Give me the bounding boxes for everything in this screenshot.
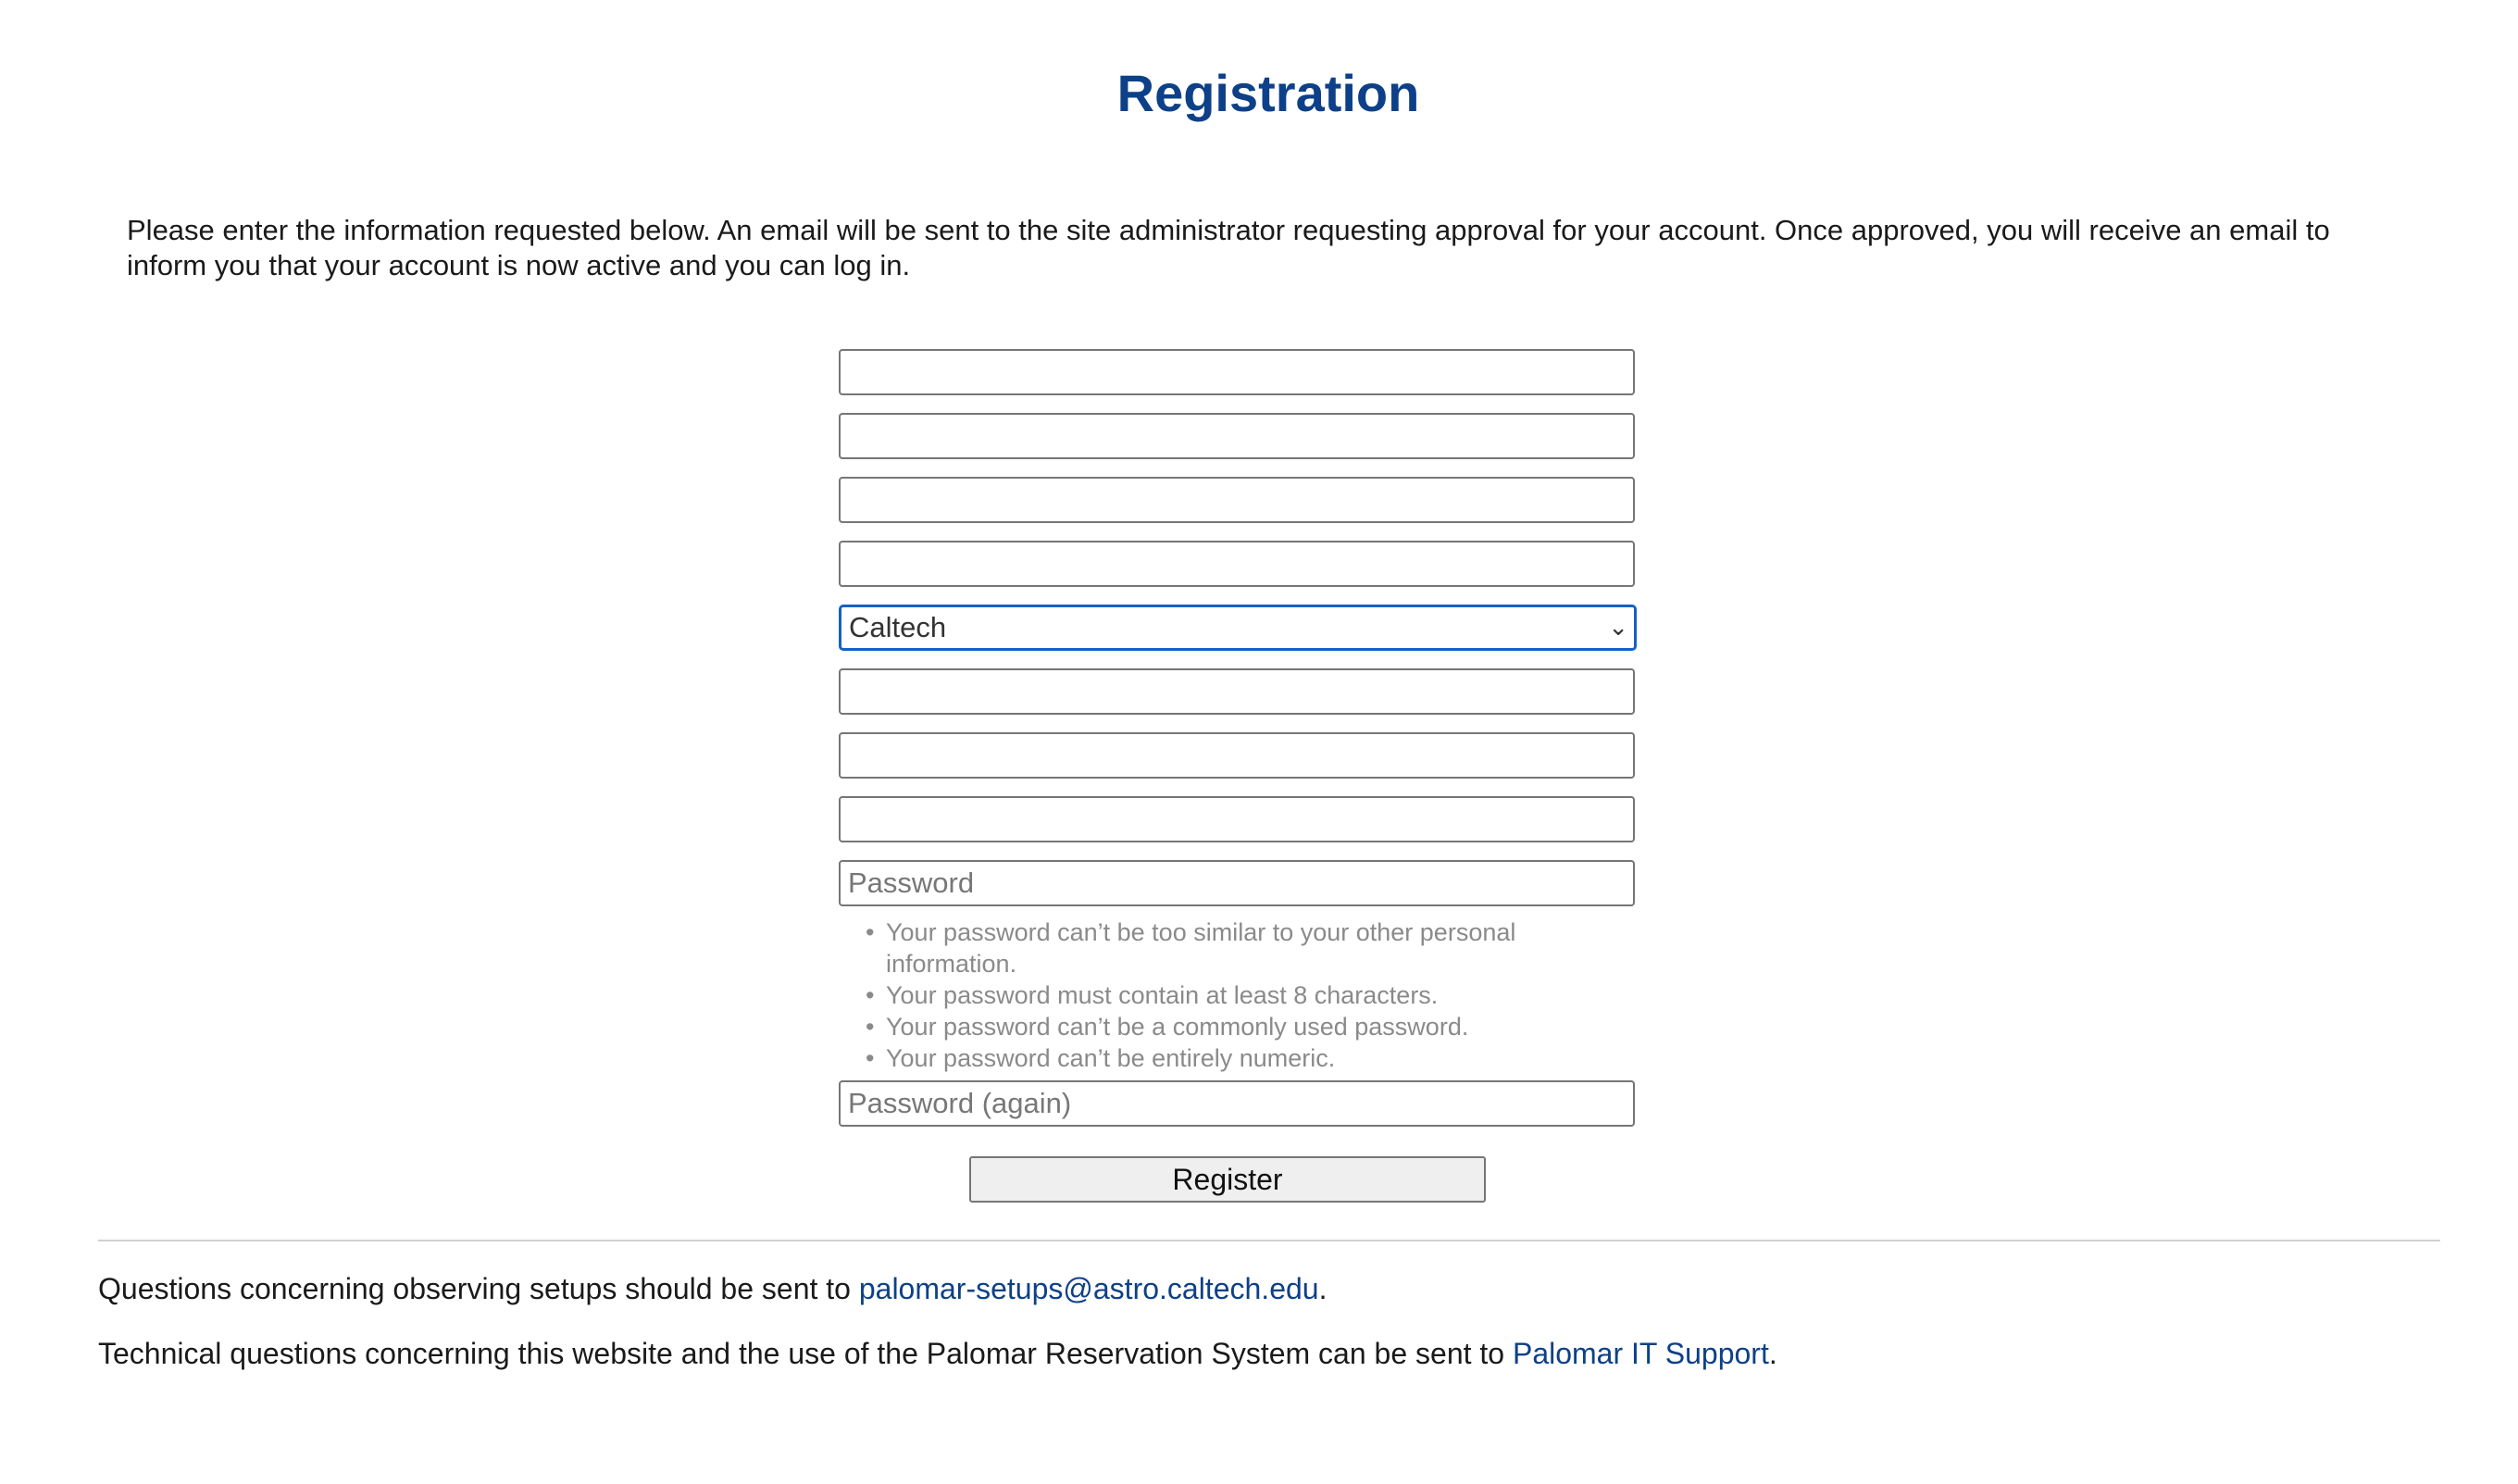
first-name-row	[0, 477, 1629, 523]
email-row	[0, 349, 1629, 395]
first-name-field[interactable]	[839, 477, 1635, 523]
registration-code-row	[0, 796, 1629, 842]
registration-code-field[interactable]	[839, 796, 1635, 842]
setups-contact-text: Questions concerning observing setups should be sent to palomar-setups@astro.caltech.edu.	[98, 1272, 1328, 1305]
page-title: Registration	[1116, 64, 1420, 122]
password-again-field[interactable]	[839, 1080, 1635, 1127]
constituency-selected-value: Caltech	[849, 611, 947, 643]
phone-row	[0, 668, 1629, 715]
tech-contact-text: Technical questions concerning this website and the use of the Palomar Reservation System can be sent to Palomar IT Support.	[98, 1337, 1777, 1370]
password-hint: • Your password can’t be entirely numeric.	[866, 1042, 1588, 1074]
password-row	[0, 860, 1629, 906]
password-again-row	[0, 1080, 1629, 1127]
constituency-select[interactable]	[839, 605, 1637, 651]
password-hint: • Your password can’t be a commonly used password.	[866, 1011, 1588, 1042]
chevron-down-icon: ⌄	[1608, 613, 1628, 641]
register-button[interactable]: Register	[969, 1156, 1486, 1203]
last-name-field[interactable]	[839, 541, 1635, 587]
footer-divider	[98, 1240, 2440, 1241]
constituency-row	[0, 605, 1629, 651]
it-support-link[interactable]: Palomar IT Support	[1512, 1337, 1769, 1370]
phone-field[interactable]	[839, 668, 1635, 715]
password-requirements	[866, 917, 1588, 1074]
password-hint: • Your password must contain at least 8 characters.	[866, 979, 1588, 1011]
last-name-row	[0, 541, 1629, 587]
fax-field[interactable]	[839, 732, 1635, 779]
email-confirm-field[interactable]	[839, 413, 1635, 459]
email-field[interactable]	[839, 349, 1635, 395]
setups-email-link[interactable]: palomar-setups@astro.caltech.edu	[858, 1272, 1319, 1305]
intro-text: Please enter the information requested below. An email will be sent to the site administrator requesting approval for your account. Once approved, you will receive an email to inform you that your account is now active and you can log in.	[127, 214, 2330, 281]
email-confirm-row	[0, 413, 1629, 459]
fax-row	[0, 732, 1629, 779]
password-hint: • Your password can’t be too similar to your other personal information.	[866, 917, 1588, 979]
password-field[interactable]	[839, 860, 1635, 906]
